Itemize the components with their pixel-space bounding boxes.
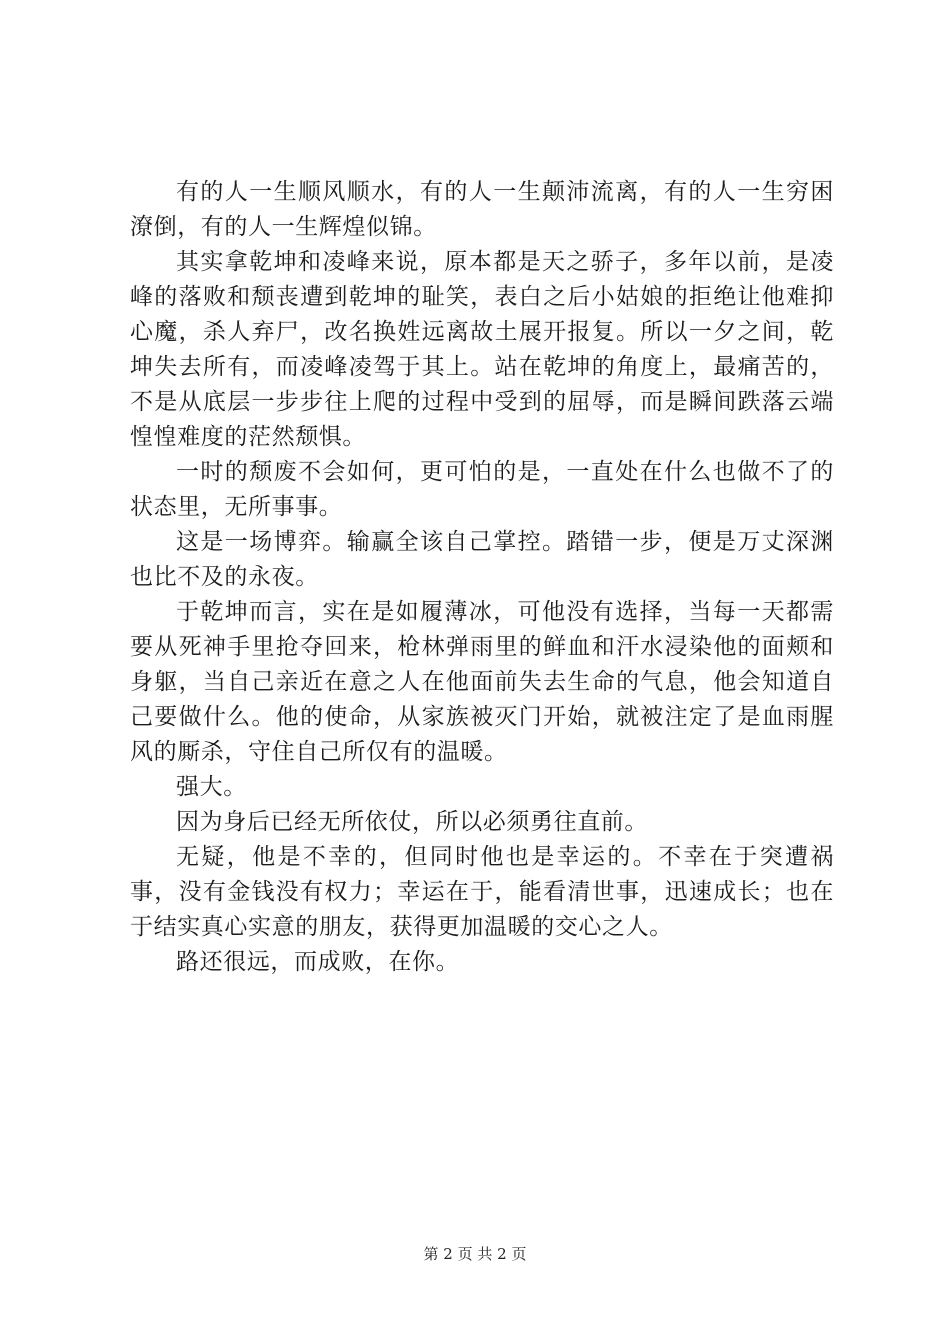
paragraph: 路还很远，而成败，在你。 — [176, 949, 460, 975]
paragraph: 无疑，他是不幸的，但同时他也是幸运的。不幸在于突遭祸事，没有金钱没有权力；幸运在于，能看清世事，迅速成长；也在于结实真心实意的朋友，获得更加温暖的交心之人。 — [130, 844, 834, 940]
paragraph: 这是一场博弈。输赢全该自己掌控。踏错一步，便是万丈深渊也比不及的永夜。 — [130, 529, 834, 590]
paragraph: 一时的颓废不会如何，更可怕的是，一直处在什么也做不了的状态里，无所事事。 — [130, 459, 834, 520]
paragraph: 强大。 — [176, 774, 247, 800]
paragraph: 有的人一生顺风顺水，有的人一生颠沛流离，有的人一生穷困潦倒，有的人一生辉煌似锦。 — [130, 179, 834, 240]
paragraph: 其实拿乾坤和凌峰来说，原本都是天之骄子，多年以前，是凌峰的落败和颓丧遭到乾坤的耻笑，表白之后小姑娘的拒绝让他难抑心魔，杀人弃尸，改名换姓远离故土展开报复。所以一夕之间，乾坤失去所有，而凌峰凌驾于其上。站在乾坤的角度上，最痛苦的，不是从底层一步步往上爬的过程中受到的屈辱，而是瞬间跌落云端惶惶难度的茫然颓惧。 — [130, 249, 834, 450]
page-number-footer: 第 2 页 共 2 页 — [423, 1245, 527, 1263]
paragraph: 因为身后已经无所依仗，所以必须勇往直前。 — [176, 809, 648, 835]
body-text — [130, 175, 834, 980]
paragraph: 于乾坤而言，实在是如履薄冰，可他没有选择，当每一天都需要从死神手里抢夺回来，枪林弹雨里的鲜血和汗水浸染他的面颊和身躯，当自己亲近在意之人在他面前失去生命的气息，他会知道自己要做什么。他的使命，从家族被灭门开始，就被注定了是血雨腥风的厮杀，守住自己所仅有的温暖。 — [130, 599, 834, 765]
